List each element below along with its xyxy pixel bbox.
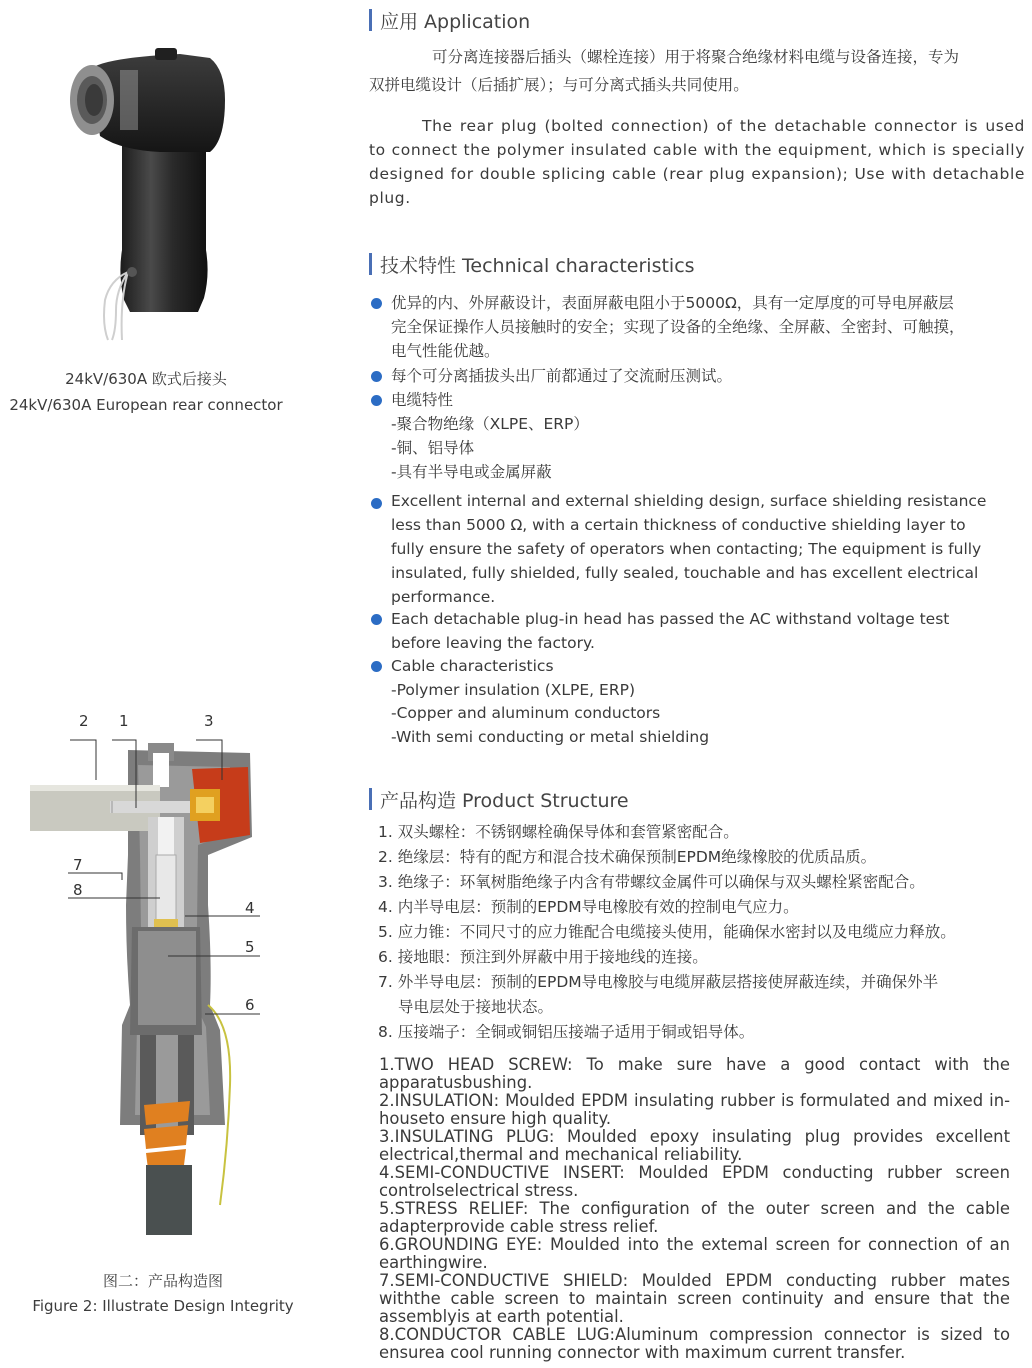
product-photo	[60, 40, 240, 360]
structure-en-item-2: 2.INSULATION: Moulded EPDM insulating rubber is formulated and mixed in-houseto ensure high quality.	[379, 1091, 1010, 1128]
callout-1: 1	[119, 712, 129, 730]
structure-en-item-7: 7.SEMI-CONDUCTIVE SHIELD: Moulded EPDM conducting rubber mates withthe cable screen to maintain screen continuity and ensure that the assemblyis at earth potential.	[379, 1271, 1010, 1326]
tech-en-bullet-1	[371, 489, 1031, 609]
callout-4: 4	[245, 899, 255, 917]
callout-3: 3	[204, 712, 214, 730]
callout-5: 5	[245, 938, 255, 956]
tech-cn-b2: 每个可分离插拔头出厂前都通过了交流耐压测试。	[391, 367, 733, 385]
tech-cn-bullet-2	[371, 364, 1031, 388]
bullet-dot	[371, 614, 382, 625]
figure-caption-en: Figure 2: Illustrate Design Integrity	[32, 1297, 294, 1315]
tech-en-sub3: -With semi conducting or metal shielding	[391, 728, 710, 746]
tech-cn-sub3: -具有半导电或金属屏蔽	[391, 463, 552, 481]
structure-en-item-4: 4.SEMI-CONDUCTIVE INSERT: Moulded EPDM conducting rubber screen controlselectrical stress.	[379, 1163, 1010, 1200]
structure-cn-item-8: 8. 压接端子：全铜或铜铝压接端子适用于铜或铝导体。	[378, 1023, 755, 1041]
structure-cn-item-4: 4. 内半导电层：预制的EPDM导电橡胶有效的控制电气应力。	[378, 898, 799, 916]
structure-cn-item-3: 3. 绝缘子：环氧树脂绝缘子内含有带螺纹金属件可以确保与双头螺栓紧密配合。	[378, 873, 925, 891]
tech-en-bullet-2	[371, 607, 1031, 655]
bullet-dot	[371, 298, 382, 309]
bullet-dot	[371, 371, 382, 382]
tech-en-b1-line5: performance.	[391, 588, 496, 606]
technical-heading	[369, 252, 695, 276]
application-cn-line1: 可分离连接器后插头（螺栓连接）用于将聚合绝缘材料电缆与设备连接，专为	[432, 48, 960, 66]
bullet-dot	[371, 498, 382, 509]
heading-bar	[369, 788, 372, 810]
application-en: The rear plug (bolted connection) of the detachable connector is used to connect the polymer insulated cable with the equipment, which is specially designed for double splicing cable (rear plug expansion); Use with detachable plug.	[369, 117, 1025, 207]
structure-en-item-5: 5.STRESS RELIEF: The configuration of the outer screen and the cable adapterprovide cable stress relief.	[379, 1199, 1010, 1236]
heading-bar	[369, 9, 372, 31]
tech-cn-b3: 电缆特性	[391, 391, 454, 409]
tech-cn-sub2: -铜、铝导体	[391, 439, 475, 457]
product-caption-en: 24kV/630A European rear connector	[9, 396, 283, 414]
tech-en-b3: Cable characteristics	[391, 657, 554, 675]
structure-cn-item-6: 6. 接地眼：预注到外屏蔽中用于接地线的连接。	[378, 948, 708, 966]
application-cn-line2: 双拼电缆设计（后插扩展）；与可分离式插头共同使用。	[369, 76, 749, 94]
structure-cn-item-2: 2. 绝缘层：特有的配方和混合技术确保预制EPDM绝缘橡胶的优质品质。	[378, 848, 877, 866]
callout-6: 6	[245, 996, 255, 1014]
tech-cn-sub1: -聚合物绝缘（XLPE、ERP）	[391, 415, 589, 433]
tech-en-sub1: -Polymer insulation (XLPE, ERP)	[391, 681, 635, 699]
tech-cn-b1-line3: 电气性能优越。	[391, 342, 500, 360]
tech-en-sub2: -Copper and aluminum conductors	[391, 704, 661, 722]
structure-en-item-6: 6.GROUNDING EYE: Moulded into the extemal screen for connection of an earthingwire.	[379, 1235, 1010, 1272]
tech-cn-bullet-1	[371, 291, 1031, 363]
structure-en-item-3: 3.INSULATING PLUG: Moulded epoxy insulating plug provides excellent electrical,thermal and mechanical reliability.	[379, 1127, 1010, 1164]
tech-en-b1-line3: fully ensure the safety of operators when contacting; The equipment is fully	[391, 540, 982, 558]
bullet-dot	[371, 661, 382, 672]
application-heading-text: 应用 Application	[380, 10, 531, 33]
tech-cn-b1-line1: 优异的内、外屏蔽设计，表面屏蔽电阻小于5000Ω，具有一定厚度的可导电屏蔽层	[391, 294, 954, 312]
structure-cn-item-7: 7. 外半导电层：预制的EPDM导电橡胶与电缆屏蔽层搭接使屏蔽连续，并确保外半	[378, 973, 939, 991]
tech-en-b1-line1: Excellent internal and external shielding design, surface shielding resistance	[391, 492, 987, 510]
callout-2: 2	[79, 712, 89, 730]
product-caption-cn: 24kV/630A 欧式后接头	[65, 370, 227, 388]
structure-heading-text: 产品构造 Product Structure	[380, 789, 629, 812]
tech-cn-b1-line2: 完全保证操作人员接触时的安全；实现了设备的全绝缘、全屏蔽、全密封、可触摸，	[391, 318, 965, 336]
application-heading	[369, 8, 530, 32]
tech-en-bullet-3	[371, 654, 1031, 678]
structure-en-item-8: 8.CONDUCTOR CABLE LUG:Aluminum compression connector is sized to ensurea cool running connector with maximum current transfer.	[379, 1325, 1010, 1362]
callout-7: 7	[73, 856, 83, 874]
structure-cn-item-1: 1. 双头螺栓：不锈钢螺栓确保导体和套管紧密配合。	[378, 823, 739, 841]
figure-caption-cn: 图二：产品构造图	[102, 1272, 223, 1290]
tech-en-b1-line2: less than 5000 Ω, with a certain thickness of conductive shielding layer to	[391, 516, 966, 534]
callout-leaders	[0, 700, 300, 1030]
structure-cn-item-5: 5. 应力锥：不同尺寸的应力锥配合电缆接头使用，能确保水密封以及电缆应力释放。	[378, 923, 956, 941]
tech-en-b2-line1: Each detachable plug-in head has passed the AC withstand voltage test	[391, 610, 950, 628]
tech-cn-bullet-3	[371, 388, 1031, 412]
bullet-dot	[371, 395, 382, 406]
structure-en-item-1: 1.TWO HEAD SCREW: To make sure have a good contact with the apparatusbushing.	[379, 1055, 1010, 1092]
tech-en-b1-line4: insulated, fully shielded, fully sealed, touchable and has excellent electrical	[391, 564, 979, 582]
tech-en-b2-line2: before leaving the factory.	[391, 634, 595, 652]
structure-cn-item-7-cont: 导电层处于接地状态。	[398, 998, 554, 1016]
heading-bar	[369, 253, 372, 275]
technical-heading-text: 技术特性 Technical characteristics	[380, 254, 695, 277]
structure-heading	[369, 787, 629, 811]
callout-8: 8	[73, 881, 83, 899]
